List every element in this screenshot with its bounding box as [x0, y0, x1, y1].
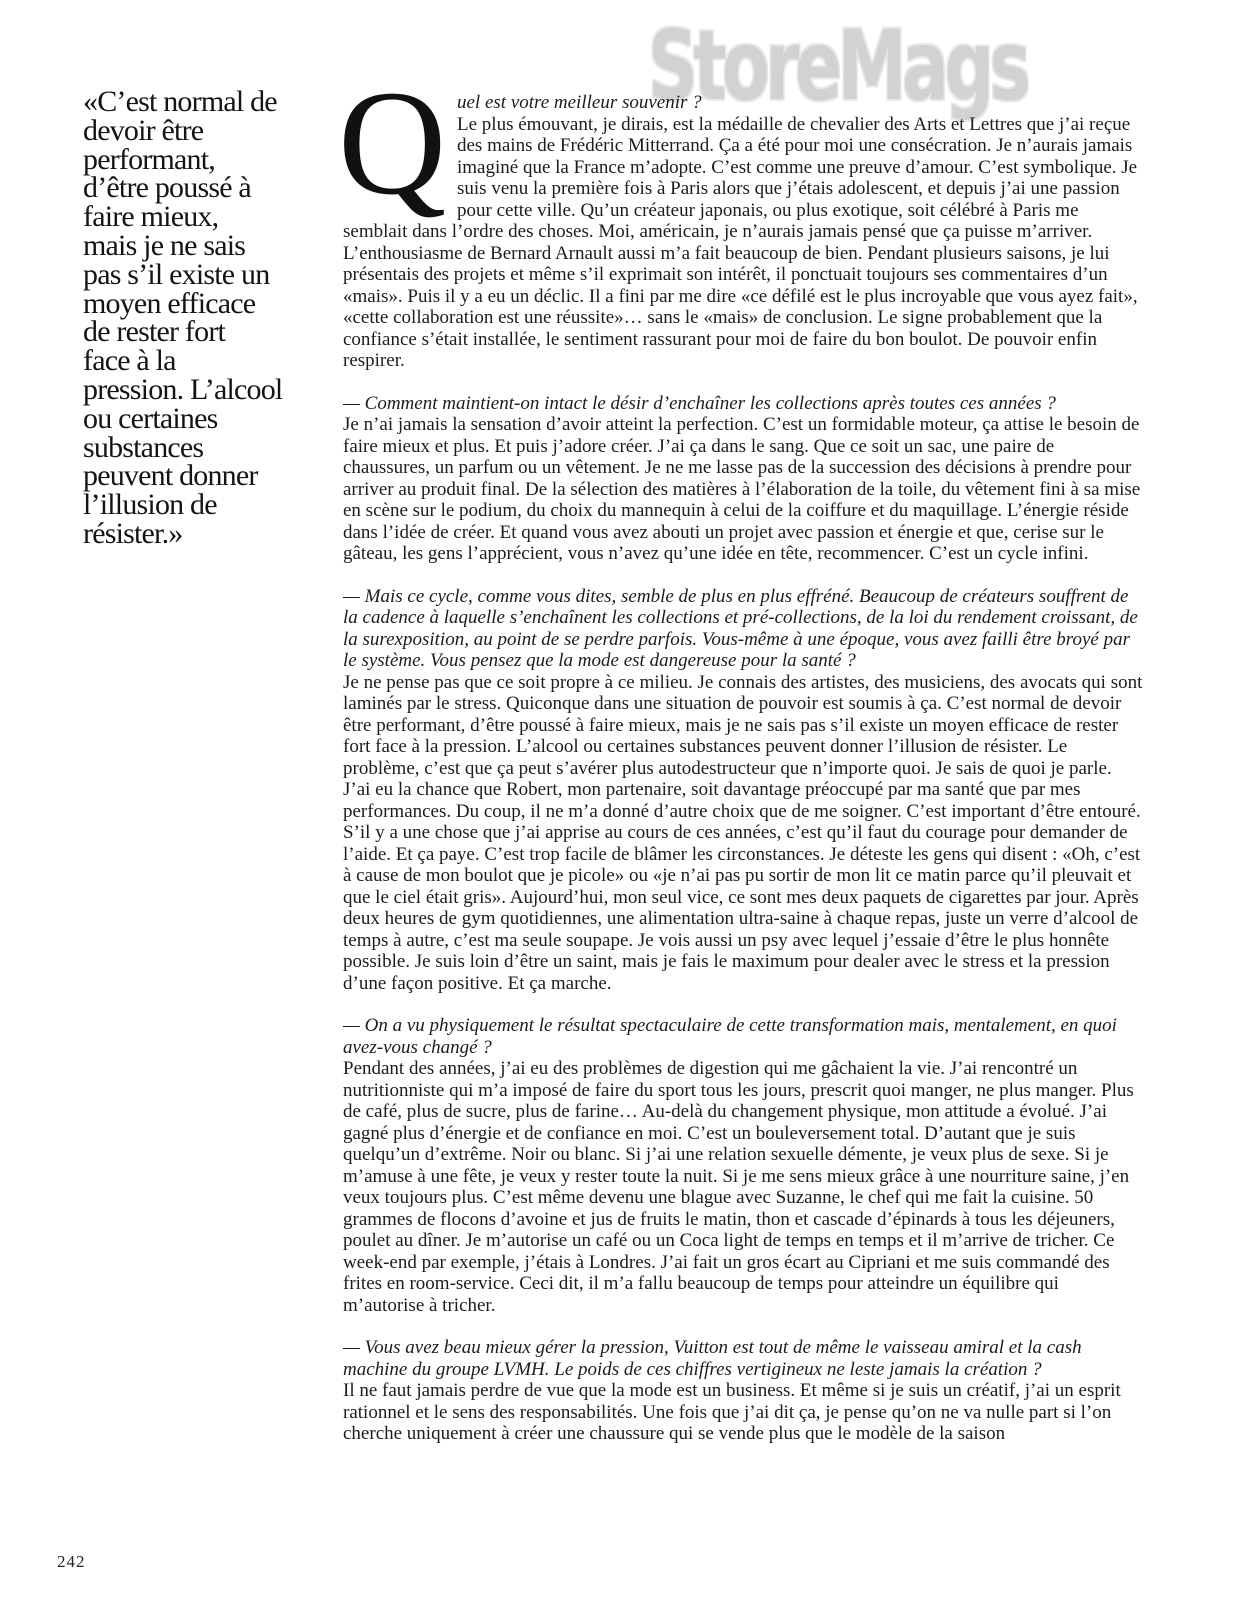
- pull-quote-line: faire mieux,: [83, 200, 219, 234]
- pull-quote-line: face à la: [83, 344, 176, 378]
- pull-quote-line: d’être poussé à: [83, 171, 251, 205]
- pull-quote-line: «C’est normal de: [83, 85, 277, 118]
- pull-quote: [83, 85, 333, 550]
- pull-quote-line: pression. L’alcool: [83, 372, 283, 406]
- interview-question: — Comment maintient-on intact le désir d’enchaîner les collections après toutes ces années ?: [343, 392, 1056, 414]
- pull-quote-line: ou certaines: [83, 401, 218, 435]
- pull-quote-line: peuvent donner: [83, 459, 258, 493]
- pull-quote-line: devoir être: [83, 113, 204, 147]
- qa-block: [343, 393, 1143, 565]
- pull-quote-line: de rester fort: [83, 315, 226, 349]
- pull-quote-line: substances: [83, 430, 204, 464]
- pull-quote-line: pas s’il existe un: [83, 257, 270, 291]
- pull-quote-line: l’illusion de: [83, 488, 217, 522]
- storemags-watermark: StoreMags: [648, 10, 1027, 122]
- page-number: 242: [57, 1552, 86, 1571]
- interview-answer: Il ne faut jamais perdre de vue que la mode est un business. Et même si je suis un créatif, j’ai un esprit rationnel et le sens des responsabilités. Une fois que j’ai dit ça, je pense qu’on ne va nulle part si l’on cherche uniquement à créer une chaussure qui se vende plus que le modèle de la saison: [343, 1380, 1121, 1444]
- qa-block: [343, 586, 1143, 995]
- qa-block: [343, 1337, 1143, 1445]
- interview-question: — Mais ce cycle, comme vous dites, semble de plus en plus effréné. Beaucoup de créateurs souffrent de la cadence à laquelle s’enchaînent les collections et pré-collections, de la loi du rendement croissant, de la surexposition, au point de se perdre parfois. Vous-même à une époque, vous avez failli être broyé par le système. Vous pensez que la mode est dangereuse pour la santé ?: [343, 585, 1138, 671]
- interview-question: — On a vu physiquement le résultat spectaculaire de cette transformation mais, mentalement, en quoi avez-vous changé ?: [343, 1015, 1117, 1058]
- interview-answer: Pendant des années, j’ai eu des problèmes de digestion qui me gâchaient la vie. J’ai rencontré un nutritionniste qui m’a imposé de faire du sport tous les jours, prescrit quoi manger, ne plus manger. Plus de café, plus de sucre, plus de farine… Au-delà du changement physique, mon attitude a évolué. J’ai gagné plus d’énergie et de confiance en moi. C’est un bouleversement total. D’autant que je suis quelqu’un d’extrême. Noir ou blanc. Si j’ai une relation sexuelle démente, je veux plus de sexe. Si je m’amuse à une fête, je veux y rester toute la nuit. Si je me sens mieux grâce à une nourriture saine, j’en veux toujours plus. C’est même devenu une blague avec Suzanne, le chef qui me fait la cuisine. 50 grammes de flocons d’avoine et jus de fruits le matin, thon et cascade d’épinards à tous les déjeuners, poulet au dîner. Je m’autorise un café ou un Coca light de temps en temps et il m’arrive de tricher. Ce week-end par exemple, j’étais à Londres. J’ai fait un gros écart au Cipriani et me suis commandé des frites en room-service. Ceci dit, il m’a fallu beaucoup de temps pour atteindre un équilibre qui m’autorise à tricher.: [343, 1058, 1134, 1316]
- interview-answer: Je ne pense pas que ce soit propre à ce milieu. Je connais des artistes, des musiciens, des avocats qui sont laminés par le stress. Quiconque dans une situation de pouvoir est soumis à ça. C’est normal de devoir être performant, d’être poussé à faire mieux, mais je ne sais pas s’il existe un moyen efficace de rester fort face à la pression. L’alcool ou certaines substances peuvent donner l’illusion de résister. Le problème, c’est que ça peut s’avérer plus autodestructeur que n’importe quoi. Je sais de quoi je parle. J’ai eu la chance que Robert, mon partenaire, soit davantage préoccupé par ma santé que par mes performances. Du coup, il ne m’a donné d’autre choix que de me soigner. C’est important d’être entouré. S’il y a une chose que j’ai apprise au cours de ces années, c’est qu’il faut du courage pour demander de l’aide. Et ça paye. C’est trop facile de blâmer les circonstances. Je déteste les gens qui disent : «Oh, c’est à cause de mon boulot que je picole» ou «je n’ai pas pu sortir de mon lit ce matin parce qu’il pleuvait et que le ciel était gris». Aujourd’hui, mon seul vice, ce sont mes deux paquets de cigarettes par jour. Après deux heures de gym quotidiennes, une alimentation ultra-saine à chaque repas, juste un verre d’alcool de temps à autre, c’est ma seule soupape. Je vois aussi un psy avec lequel j’essaie d’être le plus honnête possible. Je suis loin d’être un saint, mais je fais le maximum pour dealer avec le stress et la pression d’une façon positive. Et ça marche.: [343, 671, 1143, 994]
- qa-block: [343, 1015, 1143, 1316]
- opening-question: uel est votre meilleur souvenir ?: [457, 92, 702, 113]
- drop-cap: Q: [338, 60, 447, 226]
- opening-answer: Le plus émouvant, je dirais, est la médaille de chevalier des Arts et Lettres que j’ai reçue des mains de Frédéric Mitterrand. Ça a été pour moi une consécration. Je n’aurais jamais imaginé que la France m’adopte. C’est comme une preuve d’amour. C’est symbolique. Je suis venu la première fois à Paris alors que j’étais adolescent, et depuis j’ai une passion pour cette ville. Qu’un créateur japonais, ou plus exotique, soit célébré à Paris me semblait dans l’ordre des choses. Moi, américain, je n’aurais jamais pensé que ça puisse m’arriver. L’enthousiasme de Bernard Arnault aussi m’a fait beaucoup de bien. Pendant plusieurs saisons, je lui présentais des projets et même s’il exprimait son intérêt, il ponctuait toujours ses commentaires d’un «mais». Puis il y a eu un déclic. Il a fini par me dire «ce défilé est le plus incroyable que vous ayez fait», «cette collaboration est une réussite»… sans le «mais» de conclusion. Le signe probablement que la confiance s’était installée, le sentiment rassurant pour moi de faire du bon boulot. De pouvoir enfin respirer.: [343, 113, 1138, 371]
- interview-question: — Vous avez beau mieux gérer la pression, Vuitton est tout de même le vaisseau amiral et la cash machine du groupe LVMH. Le poids de ces chiffres vertigineux ne leste jamais la création ?: [343, 1337, 1082, 1380]
- pull-quote-line: mais je ne sais: [83, 228, 246, 262]
- interview-answer: Je n’ai jamais la sensation d’avoir atteint la perfection. C’est un formidable moteur, ça attise le besoin de faire mieux et plus. Et puis j’adore créer. J’ai ça dans le sang. Que ce soit un sac, une paire de chaussures, un parfum ou un vêtement. Je ne me lasse pas de la succession des décisions à prendre pour arriver au produit final. De la sélection des matières à l’élaboration de la toile, du vêtement fini à sa mise en scène sur le podium, du choix du mannequin à celui de la coiffure et du maquillage. L’énergie réside dans l’idée de créer. Et quand vous avez abouti un projet avec passion et énergie et que, cerise sur le gâteau, les gens l’apprécient, vous n’avez qu’une idée en tête, recommencer. C’est un cycle infini.: [343, 414, 1141, 564]
- pull-quote-line: moyen efficace: [83, 286, 256, 320]
- pull-quote-line: résister.»: [83, 516, 183, 550]
- pull-quote-line: performant,: [83, 142, 215, 176]
